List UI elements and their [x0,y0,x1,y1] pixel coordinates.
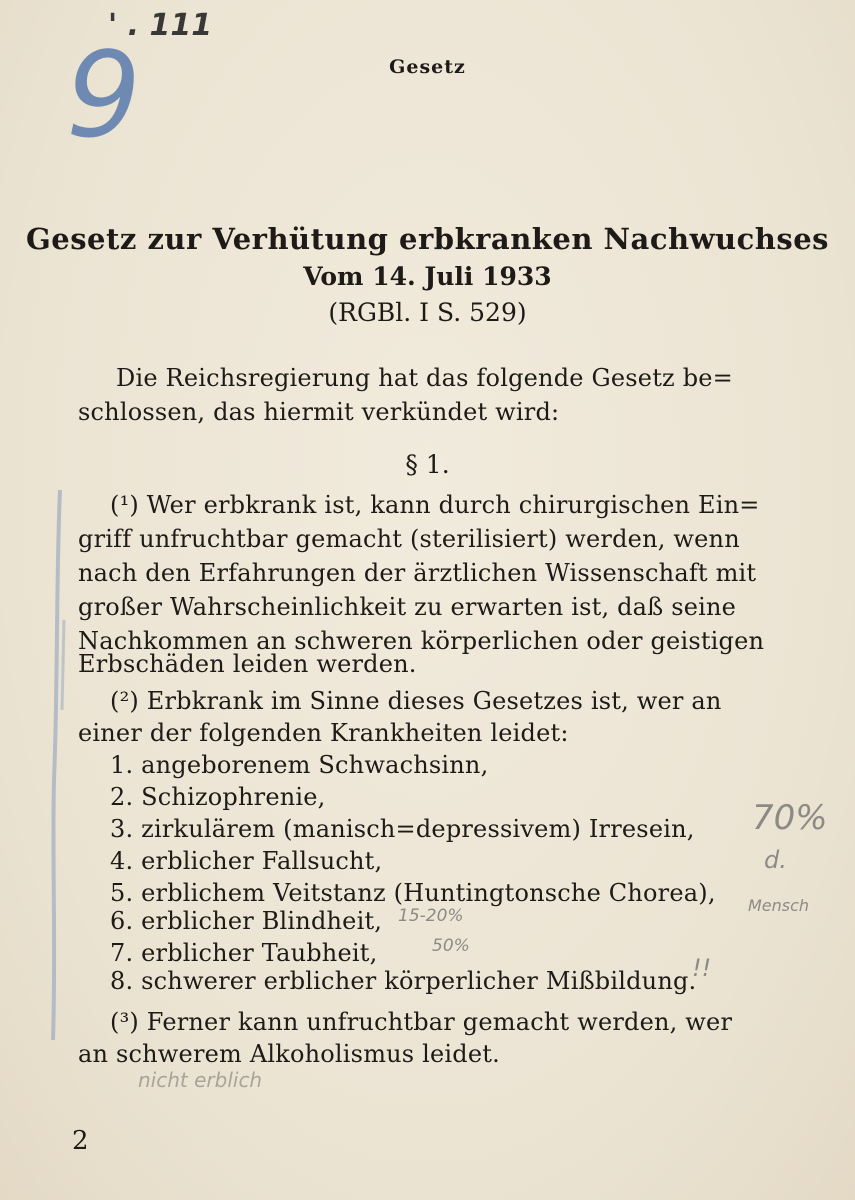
preamble-line-1: Die Reichsregierung hat das folgende Gesetz be= [116,364,733,392]
disease-item-3: 3. zirkulärem (manisch=depressivem) Irresein, [110,815,695,843]
disease-item-8: 8. schwerer erblicher körperlicher Mißbildung. [110,967,697,995]
para1-line-2: griff unfruchtbar gemacht (sterilisiert) werden, wenn [78,525,740,553]
disease-item-6: 6. erblicher Blindheit, [110,907,383,935]
margin-note-percentage: 70% [752,798,828,838]
margin-note-word: Mensch [748,896,810,915]
disease-item-1: 1. angeborenem Schwachsinn, [110,751,489,779]
page-number: 2 [72,1126,89,1156]
para1-line-3: nach den Erfahrungen der ärztlichen Wissenschaft mit [78,559,757,587]
missbildung-marks: !! [692,954,712,982]
margin-note-short: d. [764,846,787,874]
disease-item-4: 4. erblicher Fallsucht, [110,847,383,875]
running-head: Gesetz [389,56,466,78]
para2-line-1: (²) Erbkrank im Sinne dieses Gesetzes ist, wer an [110,687,722,715]
para3-line-2: an schwerem Alkoholismus leidet. [78,1040,500,1068]
para1-line-1: (¹) Wer erbkrank ist, kann durch chirurgischen Ein= [110,491,760,519]
margin-pencil-line [20,480,80,1080]
para1-line-5: Nachkommen an schweren körperlichen oder geistigen [78,627,765,655]
disease-item-7: 7. erblicher Taubheit, [110,939,378,967]
blindheit-note: 15-20% [398,906,464,926]
bottom-pencil-note: nicht erblich [138,1068,263,1092]
date-line: Vom 14. Juli 1933 [303,262,552,291]
gazette-citation: (RGBl. I S. 529) [328,298,527,327]
disease-item-2: 2. Schizophrenie, [110,783,326,811]
law-title: Gesetz zur Verhütung erbkranken Nachwuchses [26,222,829,256]
para3-line-1: (³) Ferner kann unfruchtbar gemacht werden, wer [110,1008,733,1036]
para1-line-6: Erbschäden leiden werden. [78,650,417,678]
para2-line-2: einer der folgenden Krankheiten leidet: [78,719,569,747]
disease-item-5: 5. erblichem Veitstanz (Huntingtonsche Chorea), [110,879,716,907]
handwritten-page-number: 9 [66,26,142,164]
preamble-line-2: schlossen, das hiermit verkündet wird: [78,398,560,426]
pencil-marks-top: ' . 111 [108,8,213,43]
section-heading: § 1. [405,450,450,479]
taubheit-note: 50% [432,936,470,956]
para1-line-4: großer Wahrscheinlichkeit zu erwarten ist, daß seine [78,593,737,621]
